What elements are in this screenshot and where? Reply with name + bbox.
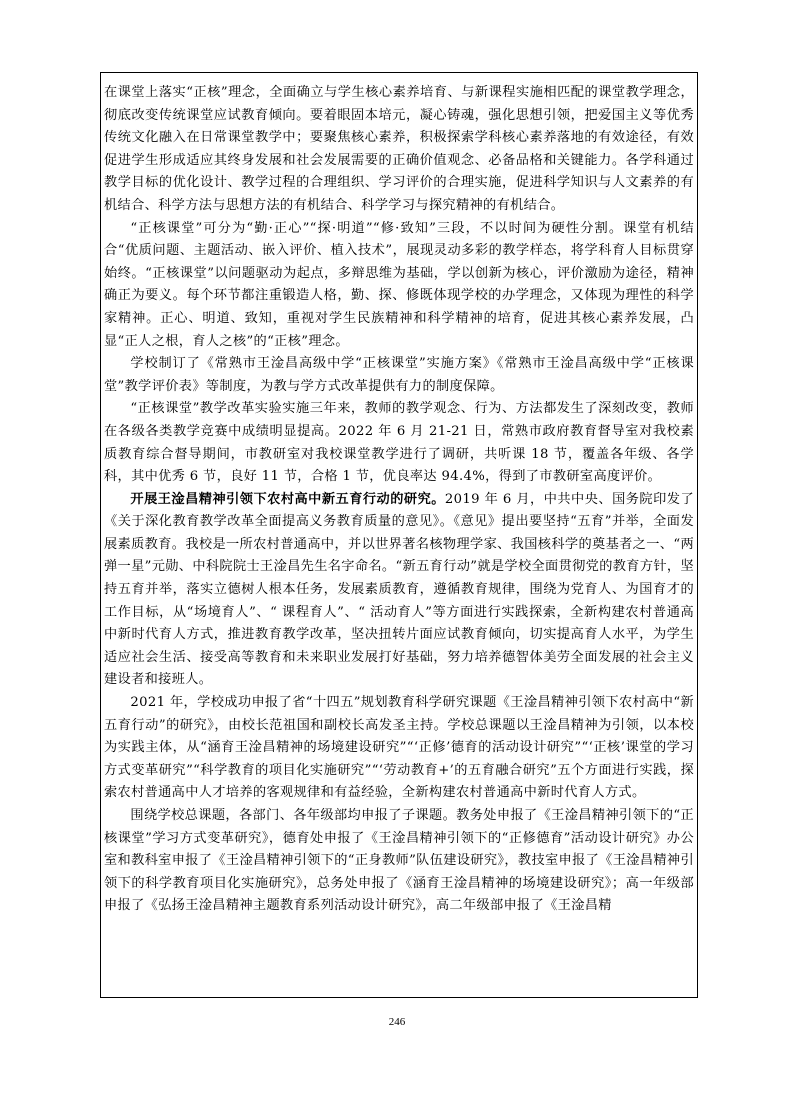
paragraph: 在课堂上落实“正核”理念，全面确立与学生核心素养培育、与新课程实施相匹配的课堂教学理念，彻底改变传统课堂应试教育倾向。要着眼固本培元，凝心铸魂，强化思想引领，把爱国主义等优秀传统文化融入在日常课堂教学中；要聚焦核心素养，积极探索学科核心素养落地的有效途径，有效促进学生形成适应其终身发展和社会发展需要的正确价值观念、必备品格和关键能力。各学科通过教学目标的优化设计、教学过程的合理组织、学习评价的合理实施，促进科学知识与人文素养的有机结合、科学方法与思想方法的有机结合、科学学习与探究精神的有机结合。 bbox=[104, 85, 694, 213]
paragraph: “正核课堂”可分为“勤·正心”“探·明道”“修·致知”三段，不以时间为硬性分割。课堂有机结合“优质问题、主题活动、嵌入评价、植入技术”，展现灵动多彩的教学样态，将学科育人目标贯穿始终。“正核课堂”以问题驱动为起点，多辩思维为基础，学以创新为核心，评价激励为途径，精神确正为要义。每个环节都注重锻造人格，勤、探、修既体现学校的办学理念，又体现为理性的科学家精神。正心、明道、致知，重视对学生民族精神和科学精神的培育，促进其核心素养发展，凸显“正人之根，育人之核”的“正核”理念。 bbox=[104, 220, 694, 349]
paragraph-text: 2019 年 6 月，中共中央、国务院印发了《关于深化教育教学改革全面提高义务教育质量的意见》。《意见》提出要坚持“五育”并举，全面发展素质教育。我校是一所农村普通高中，并以世界著名核物理学家、我国核科学的奠基者之一、“两弹一星”元勋、中科院院士王淦昌先生名字命名。“新五育行动”就是学校全面贯彻党的教育方针，坚持五育并举，落实立德树人根本任务，发展素质教育，遵循教育规律，围绕为党育人、为国育才的工作目标，从“场境育人”、“ 课程育人”、“ 活动育人”等方面进行实践探索，全新构建农村普通高中新时代育人方式，推进教育教学改革，坚决扭转片面应试教育倾向，切实提高育人水平，为学生适应社会生活、接受高等教育和未来职业发展打好基础，努力培养德智体美劳全面发展的社会主义建设者和接班人。 bbox=[104, 491, 694, 688]
paragraph: 2021 年，学校成功申报了省“十四五”规划教育科学研究课题《王淦昌精神引领下农村高中“新五育行动”的研究》，由校长范祖国和副校长高发圣主持。学校总课题以王淦昌精神为引领，以本校为实践主体，从“涵育王淦昌精神的场境建设研究”“‘正修’德育的活动设计研究”“‘正核’课堂的学习方式变革研究”“科学教育的项目化实施研究”“‘劳动教育+’的五育融合研究”五个方面进行实践，探索农村普通高中人才培养的客观规律和有益经验，全新构建农村普通高中新时代育人方式。 bbox=[104, 695, 694, 801]
paragraph: 围绕学校总课题，各部门、各年级部均申报了子课题。教务处申报了《王淦昌精神引领下的“正核课堂”学习方式变革研究》，德育处申报了《王淦昌精神引领下的“正修德育”活动设计研究》办公室和教科室申报了《王淦昌精神引领下的“正身教师”队伍建设研究》，教技室申报了《王淦昌精神引领下的科学教育项目化实施研究》，总务处申报了《涵育王淦昌精神的场境建设研究》；高一年级部申报了《弘扬王淦昌精神主题教育系列活动设计研究》，高二年级部申报了《王淦昌精 bbox=[104, 808, 694, 914]
paragraph: 学校制订了《常熟市王淦昌高级中学“正核课堂”实施方案》《常熟市王淦昌高级中学“正核课堂”教学评价表》等制度，为教与学方式改革提供有力的制度保障。 bbox=[104, 356, 694, 394]
page-number: 246 bbox=[388, 1016, 406, 1028]
paragraph-bold-lead: 开展王淦昌精神引领下农村高中新五育行动的研究。 bbox=[130, 491, 445, 507]
paragraph bbox=[104, 489, 694, 692]
document-body bbox=[104, 82, 694, 918]
paragraph: “正核课堂”教学改革实验实施三年来，教师的教学观念、行为、方法都发生了深刻改变，教师在各级各类教学竞赛中成绩明显提高。2022 年 6 月 21-21 日，常熟市政府教育督导室对我校素质教育综合督导期间，市教研室对我校课堂教学进行了调研，共听课 18 节，覆盖各年级、各学科，其中优秀 6 节，良好 11 节，合格 1 节，优良率达 94.4%，得到了市教研室高度评价。 bbox=[104, 401, 694, 485]
